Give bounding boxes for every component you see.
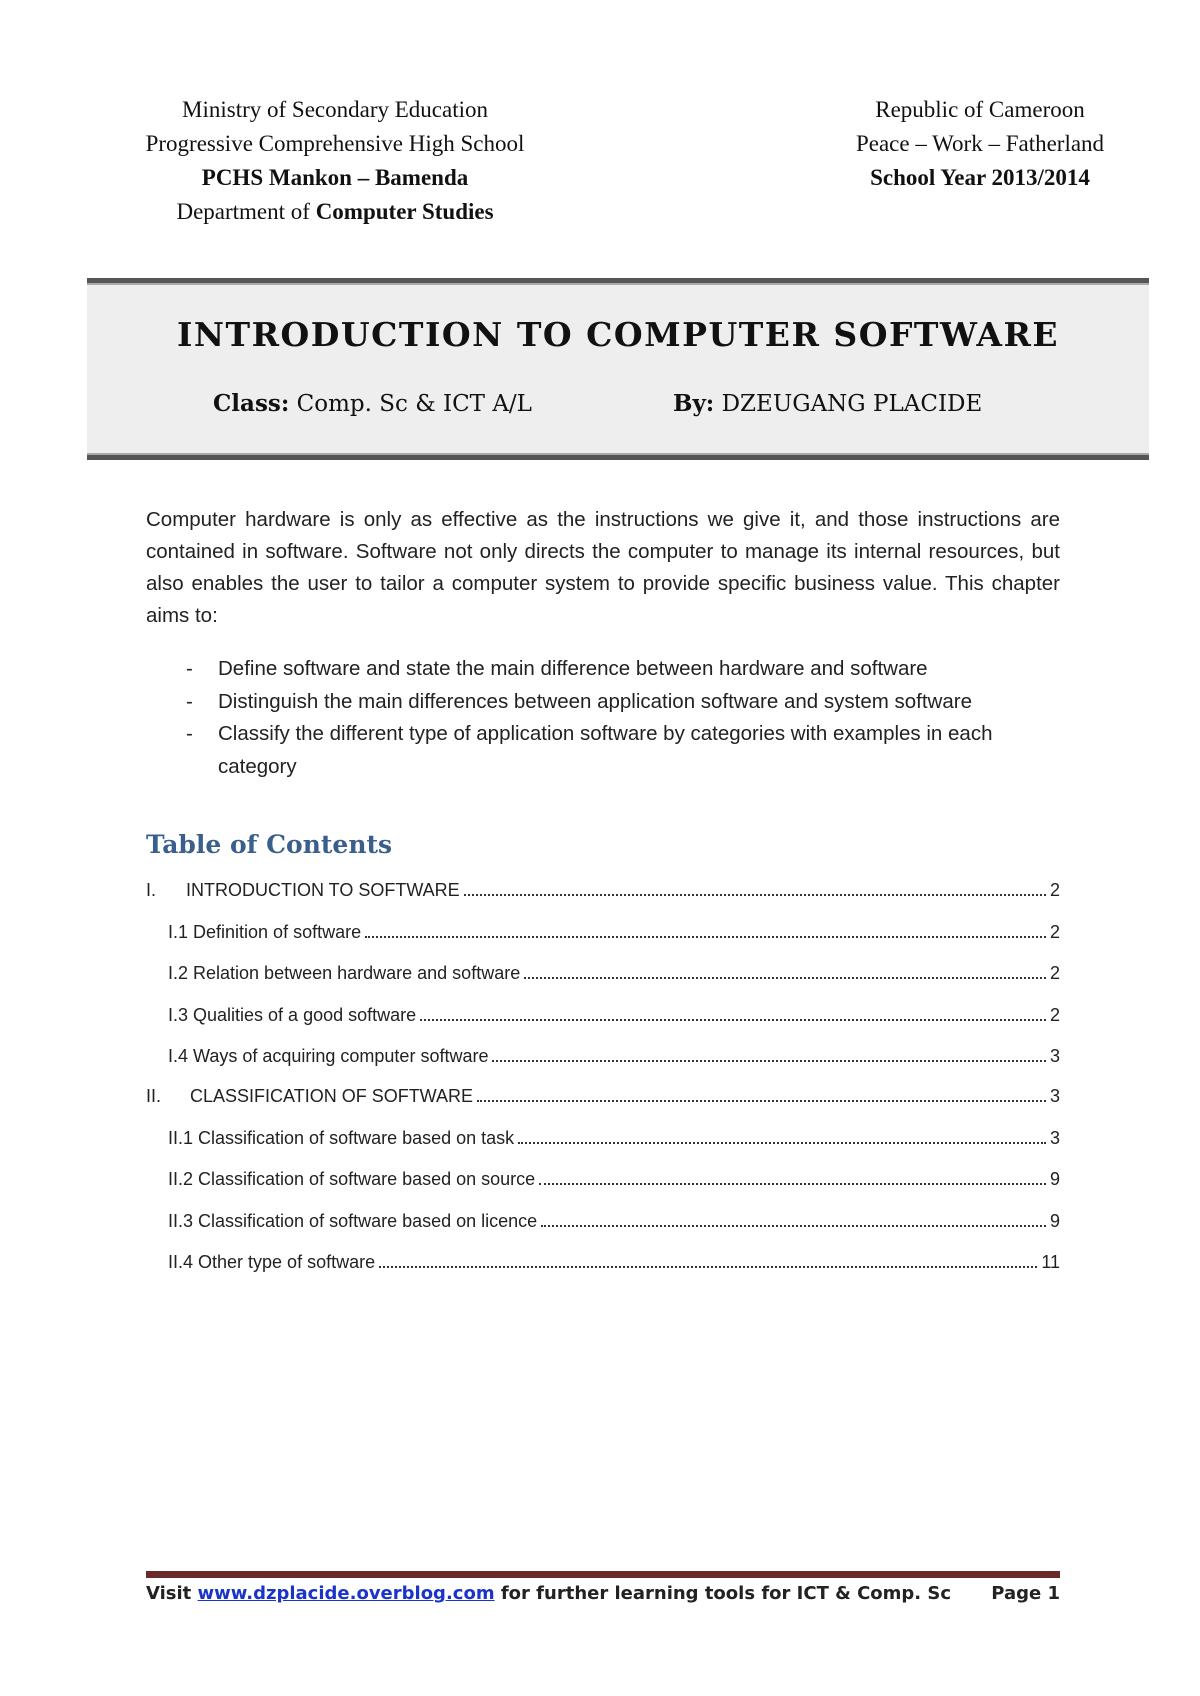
toc-entry[interactable] <box>146 878 1060 904</box>
toc-entry[interactable] <box>146 1084 1060 1110</box>
department-name: Computer Studies <box>315 199 494 224</box>
toc-entry-number: I. <box>146 880 157 900</box>
toc-entry-label: INTRODUCTION TO SOFTWARE <box>186 880 460 900</box>
aim-text: Classify the different type of application software by categories with examples in each category <box>218 722 993 778</box>
toc-entry-label: I.1 Definition of software <box>168 922 362 942</box>
website-link[interactable]: www.dzplacide.overblog.com <box>197 1583 495 1604</box>
department-line <box>100 195 570 229</box>
document-title: INTRODUCTION TO COMPUTER SOFTWARE <box>176 315 1060 354</box>
toc-leader <box>365 920 1046 938</box>
ministry-line: Ministry of Secondary Education <box>182 97 488 122</box>
page-number: Page 1 <box>991 1583 1060 1604</box>
toc-entry-page: 2 <box>1049 880 1060 900</box>
toc-entry-label: CLASSIFICATION OF SOFTWARE <box>190 1086 474 1106</box>
toc-entry-label: II.4 Other type of software <box>168 1252 376 1272</box>
author-value: DZEUGANG PLACIDE <box>714 391 983 417</box>
toc-entry-label: I.2 Relation between hardware and software <box>168 963 521 983</box>
title-box <box>87 278 1149 460</box>
toc-leader <box>464 878 1046 896</box>
toc-entry-page: 3 <box>1049 1128 1060 1148</box>
toc-entry[interactable] <box>146 1167 1060 1193</box>
header-left <box>100 93 570 229</box>
dash-bullet: - <box>186 722 193 745</box>
toc-leader <box>518 1126 1046 1144</box>
toc-entry[interactable] <box>146 961 1060 987</box>
motto-line: Peace – Work – Fatherland <box>855 131 1105 156</box>
dash-bullet: - <box>186 689 193 713</box>
toc-entry[interactable] <box>146 1209 1060 1235</box>
toc-entry-page: 11 <box>1041 1252 1060 1272</box>
toc-entry-page: 3 <box>1049 1046 1060 1066</box>
toc-leader <box>539 1167 1046 1185</box>
footer-suffix: for further learning tools for ICT & Comp. Sc <box>494 1583 952 1604</box>
toc-leader <box>524 961 1046 979</box>
toc-entry[interactable] <box>146 1250 1060 1276</box>
list-item <box>146 718 1060 783</box>
school-location-line: PCHS Mankon – Bamenda <box>201 165 469 190</box>
toc-entry-page: 2 <box>1049 1005 1060 1025</box>
toc-entry-label: II.2 Classification of software based on source <box>168 1169 536 1189</box>
toc-entry-label: II.3 Classification of software based on licence <box>168 1211 538 1231</box>
page-footer <box>146 1583 1060 1604</box>
department-prefix: Department of <box>176 199 316 224</box>
class-label: Class: <box>213 390 290 417</box>
author-info <box>673 390 982 417</box>
toc-leader <box>492 1044 1046 1062</box>
footer-rule <box>146 1571 1060 1578</box>
intro-paragraph: Computer hardware is only as effective as the instructions we give it, and those instructions are contained in software. Software not only directs the computer to manage its internal resources, but also enables the user to tailor a computer system to provide specific business value. This chapter aims to: <box>146 508 1060 627</box>
toc-leader <box>541 1209 1046 1227</box>
toc-entry-page: 9 <box>1049 1211 1060 1231</box>
toc-entry-page: 9 <box>1049 1169 1060 1189</box>
toc-entry-label: I.4 Ways of acquiring computer software <box>168 1046 489 1066</box>
toc-entry-number: II. <box>146 1086 162 1106</box>
author-label: By: <box>673 390 715 417</box>
toc-entry-page: 2 <box>1049 922 1060 942</box>
toc-heading: Table of Contents <box>146 830 393 859</box>
school-name-line: Progressive Comprehensive High School <box>145 131 525 156</box>
toc-leader <box>379 1250 1037 1268</box>
toc-entry[interactable] <box>146 1044 1060 1070</box>
class-info <box>213 390 532 417</box>
school-year-line: School Year 2013/2014 <box>870 165 1090 190</box>
aims-list <box>146 653 1060 783</box>
list-item <box>146 686 1060 719</box>
toc-entry[interactable] <box>146 920 1060 946</box>
toc-entry-label: II.1 Classification of software based on task <box>168 1128 515 1148</box>
dash-bullet: - <box>186 657 193 680</box>
header-right <box>800 93 1160 195</box>
toc-entry-label: I.3 Qualities of a good software <box>168 1005 417 1025</box>
toc-entry-page: 2 <box>1049 963 1060 983</box>
toc-entry[interactable] <box>146 1126 1060 1152</box>
toc-leader <box>477 1084 1046 1102</box>
aim-text: Distinguish the main differences between application software and system software <box>218 689 972 713</box>
toc-entry[interactable] <box>146 1003 1060 1029</box>
republic-line: Republic of Cameroon <box>875 97 1085 122</box>
aim-text: Define software and state the main difference between hardware and software <box>218 657 928 680</box>
toc-entry-page: 3 <box>1049 1086 1060 1106</box>
toc-leader <box>420 1003 1046 1021</box>
footer-prefix: Visit <box>146 1583 198 1604</box>
class-value: Comp. Sc & ICT A/L <box>289 391 532 417</box>
list-item <box>146 653 1060 686</box>
